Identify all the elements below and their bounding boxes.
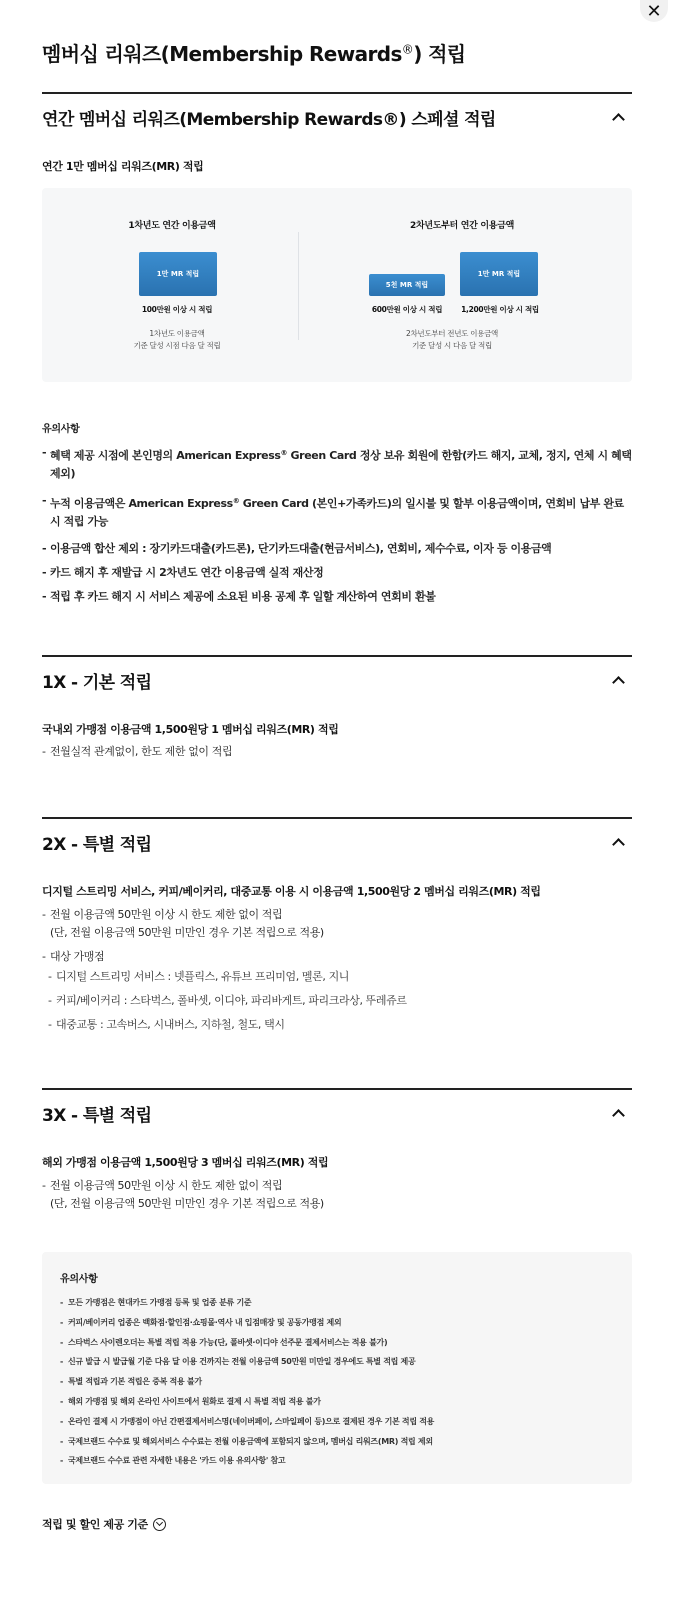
list-item: - 온라인 결제 시 가맹점이 아닌 간편결제서비스명(네이버페이, 스마일페이 등)으로 결제된 경우 기본 적립 적용 xyxy=(60,1412,614,1432)
list-item: - 커피/베이커리 업종은 백화점·할인점·쇼핑몰·역사 내 입점매장 및 공동가맹점 제외 xyxy=(60,1313,614,1333)
section-3x-header[interactable] xyxy=(42,1090,632,1136)
x2-subheading: 디지털 스트리밍 서비스, 커피/베이커리, 대중교통 이용 시 이용금액 1,500원당 2 멤버십 리워즈(MR) 적립 xyxy=(42,885,541,898)
list-item: - 커피/베이커리 : 스타벅스, 폴바셋, 이디야, 파리바게트, 파리크라상, 뚜레쥬르 xyxy=(48,992,628,1010)
notice-list xyxy=(60,1293,614,1471)
notice-title: 유의사항 xyxy=(60,1274,98,1285)
list-item: - 국제브랜드 수수료 및 해외서비스 수수료는 전월 이용금액에 포함되지 않으며, 멤버십 리워즈(MR) 적립 제외 xyxy=(60,1432,614,1452)
x2-list xyxy=(42,906,632,966)
list-item: - 전월실적 관계없이, 한도 제한 없이 적립 xyxy=(42,743,232,761)
section-3x-title: 3X - 특별 적립 xyxy=(42,1105,152,1126)
year1-caption: 100만원 이상 시 적립 xyxy=(141,305,213,314)
year2-bar-5k: 5천 MR 적립 xyxy=(369,274,445,296)
chevron-up-icon xyxy=(612,111,624,123)
section-1x-title: 1X - 기본 적립 xyxy=(42,672,152,693)
x3-subheading: 해외 가맹점 이용금액 1,500원당 3 멤버십 리워즈(MR) 적립 xyxy=(42,1156,329,1169)
list-item: - 전월 이용금액 50만원 이상 시 한도 제한 없이 적립 (단, 전월 이용금액 50만원 미만인 경우 기본 적립으로 적용) xyxy=(42,1177,632,1213)
year2-note: 2차년도부터 전년도 이용금액 기준 달성 시 다음 달 적립 xyxy=(406,329,498,350)
list-item: - 모든 가맹점은 현대카드 가맹점 등록 및 업종 분류 기준 xyxy=(60,1293,614,1313)
year2-title: 2차년도부터 연간 이용금액 xyxy=(410,221,514,231)
list-item: - 디지털 스트리밍 서비스 : 넷플릭스, 유튜브 프리미엄, 멜론, 지니 xyxy=(48,968,628,986)
year1-title: 1차년도 연간 이용금액 xyxy=(128,221,216,231)
list-item: - 전월 이용금액 50만원 이상 시 한도 제한 없이 적립 (단, 전월 이용금액 50만원 미만인 경우 기본 적립으로 적용) xyxy=(42,906,632,942)
basic-subheading: 국내외 가맹점 이용금액 1,500원당 1 멤버십 리워즈(MR) 적립 xyxy=(42,723,339,736)
section-2x-header[interactable] xyxy=(42,819,632,865)
year1-bar: 1만 MR 적립 xyxy=(139,252,217,296)
list-item: - 대중교통 : 고속버스, 시내버스, 지하철, 철도, 택시 xyxy=(48,1016,628,1034)
chevron-up-icon xyxy=(612,836,624,848)
criteria-link-label: 적립 및 할인 제공 기준 xyxy=(42,1518,148,1531)
list-item: - 이용금액 합산 제외 : 장기카드대출(카드론), 단기카드대출(현금서비스), 연회비, 제수수료, 이자 등 이용금액 xyxy=(42,540,632,558)
basic-list xyxy=(42,743,232,761)
section-3x xyxy=(42,1088,632,1210)
list-item: - 카드 해지 후 재발급 시 2차년도 연간 이용금액 실적 재산정 xyxy=(42,564,632,582)
list-item: - 신규 발급 시 발급월 기준 다음 달 이용 건까지는 전월 이용금액 50만원 미만일 경우에도 특별 적립 제공 xyxy=(60,1352,614,1372)
section-1x-header[interactable] xyxy=(42,657,632,703)
list-item: - 해외 가맹점 및 해외 온라인 사이트에서 원화로 결제 시 특별 적립 적용 불가 xyxy=(60,1392,614,1412)
close-icon: ✕ xyxy=(646,0,662,22)
year1-column xyxy=(82,188,262,382)
special-notes-list xyxy=(42,444,632,606)
year2-column xyxy=(352,188,572,382)
list-item: - 특별 적립과 기본 적립은 중복 적용 불가 xyxy=(60,1372,614,1392)
section-special-title: 연간 멤버십 리워즈(Membership Rewards®) 스페셜 적립 xyxy=(42,109,496,130)
notice-box xyxy=(42,1252,632,1484)
chevron-down-circle-icon xyxy=(153,1518,166,1531)
chevron-up-icon xyxy=(612,1107,624,1119)
page-title: 멤버십 리워즈(Membership Rewards®) 적립 xyxy=(42,42,466,66)
mr-chart-box xyxy=(42,188,632,382)
year2-caption-1200: 1,200만원 이상 시 적립 xyxy=(461,305,539,314)
section-special xyxy=(42,92,632,603)
list-item: - 혜택 제공 시점에 본인명의 American Express® Green Card 정상 보유 회원에 한함(카드 해지, 교체, 정지, 연체 시 혜택 제외) xyxy=(42,444,632,483)
year2-caption-600: 600만원 이상 시 적립 xyxy=(371,305,443,314)
list-item: - 국제브랜드 수수료 관련 자세한 내용은 '카드 이용 유의사항' 참고 xyxy=(60,1451,614,1471)
section-special-header[interactable] xyxy=(42,94,632,140)
list-item: - 누적 이용금액은 American Express® Green Card (본인+가족카드)의 일시불 및 할부 이용금액이며, 연회비 납부 완료 시 적립 가능 xyxy=(42,492,632,531)
x3-list xyxy=(42,1177,632,1213)
special-subheading: 연간 1만 멤버십 리워즈(MR) 적립 xyxy=(42,160,204,173)
special-notes-title: 유의사항 xyxy=(42,424,80,435)
year2-bar-10k: 1만 MR 적립 xyxy=(460,252,538,296)
list-item: - 스타벅스 사이렌오더는 특별 적립 적용 가능(단, 폴바셋·이디야 선주문 결제서비스는 적용 불가) xyxy=(60,1333,614,1353)
chevron-up-icon xyxy=(612,674,624,686)
year1-note: 1차년도 이용금액 기준 달성 시점 다음 달 적립 xyxy=(133,329,221,350)
section-1x xyxy=(42,655,632,758)
list-item: - 대상 가맹점 xyxy=(42,948,632,966)
x2-merchants-list xyxy=(48,968,628,1034)
list-item: - 적립 후 카드 해지 시 서비스 제공에 소요된 비용 공제 후 일할 계산하여 연회비 환불 xyxy=(42,588,632,606)
criteria-link[interactable] xyxy=(42,1516,166,1532)
close-button[interactable] xyxy=(640,0,668,22)
column-divider xyxy=(298,232,299,340)
section-2x-title: 2X - 특별 적립 xyxy=(42,834,152,855)
section-2x xyxy=(42,817,632,1031)
